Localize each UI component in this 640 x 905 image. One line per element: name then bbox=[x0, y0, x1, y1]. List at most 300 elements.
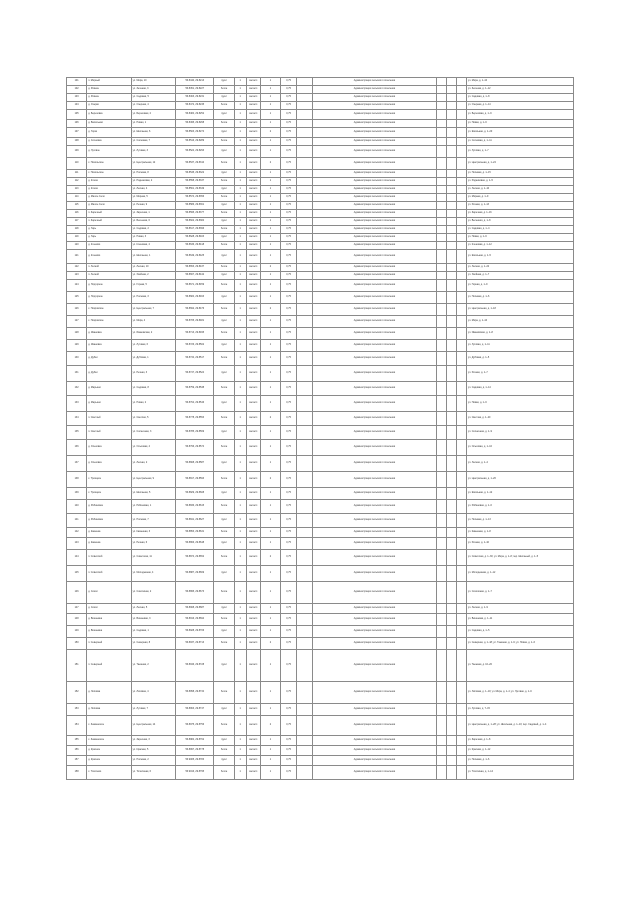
settlement: д. Рябиновка bbox=[87, 514, 131, 528]
blank-cell bbox=[436, 178, 446, 186]
surface-type: бетон bbox=[214, 412, 234, 426]
fence-material: металл bbox=[246, 366, 260, 382]
registration-number bbox=[446, 716, 456, 736]
site-owner: Администрация сельского поселения bbox=[313, 514, 436, 528]
blank-cell bbox=[456, 682, 466, 704]
coordinates: 56.8574, 29.8356 bbox=[176, 194, 214, 202]
blank-cell bbox=[436, 272, 446, 280]
registration-number bbox=[446, 514, 456, 528]
street-address: ул. Горная, 5 bbox=[131, 280, 175, 292]
street-address: ул. Садовая, 1 bbox=[131, 626, 175, 638]
container-volume: 0,75 bbox=[281, 280, 297, 292]
waste-sources: ул. Светлая, д. 1–20 bbox=[466, 412, 573, 426]
blank-cell bbox=[436, 614, 446, 626]
fence-material: металл bbox=[246, 304, 260, 316]
surface-type: грунт bbox=[214, 704, 234, 716]
container-count: 1 bbox=[260, 396, 280, 412]
settlement: д. Дубки bbox=[87, 366, 131, 382]
blank-cell bbox=[297, 78, 313, 86]
surface-type: грунт bbox=[214, 456, 234, 472]
site-owner: Администрация сельского поселения bbox=[313, 138, 436, 146]
site-owner: Администрация сельского поселения bbox=[313, 566, 436, 582]
waste-sources: ул. Садовая, д. 1–5 bbox=[466, 626, 573, 638]
blank-cell bbox=[436, 340, 446, 352]
blank-cell bbox=[297, 340, 313, 352]
waste-sources: ул. Полевая, д. 1–6 bbox=[466, 756, 573, 766]
site-owner: Администрация сельского поселения bbox=[313, 538, 436, 550]
row-number: 124 bbox=[67, 280, 87, 292]
container-count: 1 bbox=[260, 538, 280, 550]
blank-cell bbox=[297, 328, 313, 340]
registration-number bbox=[446, 340, 456, 352]
settlement: д. Вишневка bbox=[87, 626, 131, 638]
table-row bbox=[67, 272, 574, 280]
container-count: 1 bbox=[260, 102, 280, 110]
fence-material: металл bbox=[246, 538, 260, 550]
blank-cell bbox=[436, 366, 446, 382]
waste-sources: ул. Лесная, д. 1–10 bbox=[466, 186, 573, 194]
street-address: ул. Красная, 5 bbox=[131, 746, 175, 756]
coordinates: 56.8726, 29.8502 bbox=[176, 340, 214, 352]
table-row bbox=[67, 500, 574, 514]
row-number: 152 bbox=[67, 682, 87, 704]
blank-cell bbox=[456, 158, 466, 170]
blank-cell bbox=[436, 234, 446, 242]
container-count: 1 bbox=[260, 242, 280, 250]
site-owner: Администрация сельского поселения bbox=[313, 396, 436, 412]
fence-material: металл bbox=[246, 456, 260, 472]
site-area: 1 bbox=[234, 120, 246, 128]
registration-number bbox=[446, 178, 456, 186]
table-row bbox=[67, 514, 574, 528]
blank-cell bbox=[436, 328, 446, 340]
blank-cell bbox=[297, 86, 313, 94]
container-volume: 0,75 bbox=[281, 716, 297, 736]
site-area: 1 bbox=[234, 582, 246, 604]
street-address: ул. Садовая, 5 bbox=[131, 94, 175, 102]
container-volume: 0,75 bbox=[281, 340, 297, 352]
row-number: 103 bbox=[67, 94, 87, 102]
container-volume: 0,75 bbox=[281, 316, 297, 328]
container-volume: 0,75 bbox=[281, 78, 297, 86]
registration-number bbox=[446, 272, 456, 280]
surface-type: грунт bbox=[214, 202, 234, 210]
coordinates: 56.8958, 29.8734 bbox=[176, 682, 214, 704]
waste-sources: ул. Лесная, д. 1–4 bbox=[466, 456, 573, 472]
registration-number bbox=[446, 440, 456, 456]
blank-cell bbox=[456, 250, 466, 264]
site-area: 1 bbox=[234, 226, 246, 234]
waste-sources: ул. Полевая, д. 1–15 bbox=[466, 170, 573, 178]
surface-type: бетон bbox=[214, 682, 234, 704]
surface-type: грунт bbox=[214, 170, 234, 178]
row-number: 111 bbox=[67, 170, 87, 178]
row-number: 101 bbox=[67, 78, 87, 86]
table-row bbox=[67, 178, 574, 186]
row-number: 123 bbox=[67, 272, 87, 280]
fence-material: металл bbox=[246, 170, 260, 178]
site-owner: Администрация сельского поселения bbox=[313, 488, 436, 500]
settlement: п. Советский bbox=[87, 550, 131, 566]
row-number: 104 bbox=[67, 102, 87, 110]
site-area: 1 bbox=[234, 234, 246, 242]
fence-material: металл bbox=[246, 128, 260, 138]
coordinates: 56.8808, 29.8587 bbox=[176, 456, 214, 472]
registration-number bbox=[446, 604, 456, 614]
surface-type: грунт bbox=[214, 94, 234, 102]
coordinates: 56.8451, 29.8227 bbox=[176, 86, 214, 94]
site-owner: Администрация сельского поселения bbox=[313, 756, 436, 766]
settlement: д. Ольховка bbox=[87, 440, 131, 456]
blank-cell bbox=[297, 170, 313, 178]
blank-cell bbox=[297, 736, 313, 746]
container-count: 1 bbox=[260, 756, 280, 766]
container-volume: 0,75 bbox=[281, 202, 297, 210]
settlement: с. Троицкое bbox=[87, 472, 131, 488]
container-count: 1 bbox=[260, 138, 280, 146]
settlement: п. Северный bbox=[87, 650, 131, 682]
table-row bbox=[67, 704, 574, 716]
site-owner: Администрация сельского поселения bbox=[313, 250, 436, 264]
coordinates: 56.8829, 29.8608 bbox=[176, 488, 214, 500]
container-volume: 0,75 bbox=[281, 242, 297, 250]
waste-sources: ул. Зеленая, д. 1–12 bbox=[466, 86, 573, 94]
street-address: ул. Новая, 2 bbox=[131, 396, 175, 412]
settlement: с. Никольское bbox=[87, 170, 131, 178]
waste-sources: ул. Дубовая, д. 1–5 bbox=[466, 352, 573, 366]
blank-cell bbox=[456, 210, 466, 218]
site-owner: Администрация сельского поселения bbox=[313, 194, 436, 202]
registration-number bbox=[446, 210, 456, 218]
blank-cell bbox=[436, 456, 446, 472]
blank-cell bbox=[297, 146, 313, 158]
waste-sources: ул. Тополиная, д. 1–14 bbox=[466, 766, 573, 780]
blank-cell bbox=[456, 138, 466, 146]
blank-cell bbox=[456, 650, 466, 682]
blank-cell bbox=[436, 170, 446, 178]
fence-material: металл bbox=[246, 328, 260, 340]
waste-sources: ул. Садовая, д. 1–14 bbox=[466, 382, 573, 396]
site-owner: Администрация сельского поселения bbox=[313, 472, 436, 488]
site-owner: Администрация сельского поселения bbox=[313, 218, 436, 226]
street-address: ул. Молодежная, 4 bbox=[131, 566, 175, 582]
row-number: 145 bbox=[67, 566, 87, 582]
site-area: 1 bbox=[234, 316, 246, 328]
waste-sources: ул. Березовая, д. 1–9 bbox=[466, 110, 573, 120]
registration-number bbox=[446, 566, 456, 582]
registration-number bbox=[446, 202, 456, 210]
waste-sources: ул. Сосновая, д. 1–11 bbox=[466, 138, 573, 146]
coordinates: 56.8937, 29.8713 bbox=[176, 638, 214, 650]
blank-cell bbox=[456, 500, 466, 514]
row-number: 109 bbox=[67, 146, 87, 158]
registration-number bbox=[446, 250, 456, 264]
street-address: ул. Полевая, 7 bbox=[131, 514, 175, 528]
street-address: ул. Озерная, 4 bbox=[131, 102, 175, 110]
surface-type: грунт bbox=[214, 366, 234, 382]
row-number: 157 bbox=[67, 756, 87, 766]
waste-sources: ул. Каменная, д. 1–8 bbox=[466, 528, 573, 538]
coordinates: 56.8495, 29.8268 bbox=[176, 120, 214, 128]
surface-type: грунт bbox=[214, 514, 234, 528]
blank-cell bbox=[456, 382, 466, 396]
blank-cell bbox=[456, 456, 466, 472]
street-address: ул. Луговая, 6 bbox=[131, 340, 175, 352]
site-area: 1 bbox=[234, 366, 246, 382]
settlement: д. Малое Село bbox=[87, 202, 131, 210]
site-owner: Администрация сельского поселения bbox=[313, 550, 436, 566]
site-owner: Администрация сельского поселения bbox=[313, 202, 436, 210]
registration-number bbox=[446, 102, 456, 110]
site-area: 1 bbox=[234, 604, 246, 614]
site-owner: Администрация сельского поселения bbox=[313, 604, 436, 614]
row-number: 155 bbox=[67, 736, 87, 746]
blank-cell bbox=[456, 328, 466, 340]
fence-material: металл bbox=[246, 514, 260, 528]
table-row bbox=[67, 120, 574, 128]
settlement: д. Липовка bbox=[87, 682, 131, 704]
container-volume: 0,75 bbox=[281, 120, 297, 128]
coordinates: 56.8796, 29.8574 bbox=[176, 440, 214, 456]
site-owner: Администрация сельского поселения bbox=[313, 128, 436, 138]
coordinates: 56.8595, 29.8377 bbox=[176, 210, 214, 218]
blank-cell bbox=[456, 120, 466, 128]
site-owner: Администрация сельского поселения bbox=[313, 412, 436, 426]
container-volume: 0,75 bbox=[281, 128, 297, 138]
site-owner: Администрация сельского поселения bbox=[313, 292, 436, 304]
table-row bbox=[67, 194, 574, 202]
settlement: п. Лесной bbox=[87, 264, 131, 272]
container-volume: 0,75 bbox=[281, 264, 297, 272]
table-row bbox=[67, 736, 574, 746]
fence-material: металл bbox=[246, 472, 260, 488]
site-area: 1 bbox=[234, 202, 246, 210]
registration-number bbox=[446, 146, 456, 158]
surface-type: грунт bbox=[214, 626, 234, 638]
street-address: ул. Мира, 10 bbox=[131, 78, 175, 86]
fence-material: металл bbox=[246, 528, 260, 538]
container-count: 1 bbox=[260, 328, 280, 340]
container-count: 1 bbox=[260, 78, 280, 86]
table-row bbox=[67, 746, 574, 756]
row-number: 154 bbox=[67, 716, 87, 736]
container-count: 2 bbox=[260, 128, 280, 138]
street-address: ул. Полевая, 3 bbox=[131, 292, 175, 304]
blank-cell bbox=[456, 736, 466, 746]
fence-material: металл bbox=[246, 94, 260, 102]
container-count: 1 bbox=[260, 650, 280, 682]
site-owner: Администрация сельского поселения bbox=[313, 440, 436, 456]
registration-number bbox=[446, 158, 456, 170]
site-area: 1 bbox=[234, 264, 246, 272]
container-count: 2 bbox=[260, 158, 280, 170]
container-count: 1 bbox=[260, 202, 280, 210]
row-number: 112 bbox=[67, 178, 87, 186]
waste-sources: ул. Мирная, д. 1–9 bbox=[466, 194, 573, 202]
blank-cell bbox=[297, 110, 313, 120]
blank-cell bbox=[436, 528, 446, 538]
street-address: ул. Центральная, 14 bbox=[131, 716, 175, 736]
waste-sources: ул. Таежная, д. 10–20 bbox=[466, 650, 573, 682]
blank-cell bbox=[297, 488, 313, 500]
blank-cell bbox=[297, 102, 313, 110]
street-address: ул. Садовая, 8 bbox=[131, 382, 175, 396]
site-owner: Администрация сельского поселения bbox=[313, 242, 436, 250]
table-row bbox=[67, 352, 574, 366]
site-area: 1 bbox=[234, 186, 246, 194]
table-row bbox=[67, 426, 574, 440]
surface-type: грунт bbox=[214, 218, 234, 226]
blank-cell bbox=[436, 626, 446, 638]
site-area: 1 bbox=[234, 426, 246, 440]
table-row bbox=[67, 488, 574, 500]
settlement: с. Никольское bbox=[87, 158, 131, 170]
registration-number bbox=[446, 120, 456, 128]
row-number: 129 bbox=[67, 340, 87, 352]
street-address: ул. Хвойная, 2 bbox=[131, 272, 175, 280]
row-number: 102 bbox=[67, 86, 87, 94]
settlement: д. Липовка bbox=[87, 704, 131, 716]
row-number: 156 bbox=[67, 746, 87, 756]
settlement: п. Заречный bbox=[87, 218, 131, 226]
registration-number bbox=[446, 614, 456, 626]
settlement: д. Рябиновка bbox=[87, 500, 131, 514]
blank-cell bbox=[297, 202, 313, 210]
container-count: 2 bbox=[260, 472, 280, 488]
coordinates: 56.8440, 29.8213 bbox=[176, 78, 214, 86]
container-count: 1 bbox=[260, 170, 280, 178]
table-row bbox=[67, 218, 574, 226]
waste-sources: ул. Новая, д. 1–6 bbox=[466, 120, 573, 128]
blank-cell bbox=[456, 128, 466, 138]
registration-number bbox=[446, 528, 456, 538]
street-address: ул. Школьная, 6 bbox=[131, 128, 175, 138]
registration-number bbox=[446, 366, 456, 382]
street-address: ул. Садовая, 2 bbox=[131, 226, 175, 234]
table-row bbox=[67, 86, 574, 94]
blank-cell bbox=[456, 472, 466, 488]
table-row bbox=[67, 234, 574, 242]
registration-number bbox=[446, 264, 456, 272]
settlement: с. Покровское bbox=[87, 316, 131, 328]
site-owner: Администрация сельского поселения bbox=[313, 340, 436, 352]
settlement: д. Марьино bbox=[87, 382, 131, 396]
blank-cell bbox=[297, 638, 313, 650]
site-owner: Администрация сельского поселения bbox=[313, 120, 436, 128]
blank-cell bbox=[436, 94, 446, 102]
blank-cell bbox=[436, 550, 446, 566]
container-count: 1 bbox=[260, 272, 280, 280]
blank-cell bbox=[456, 78, 466, 86]
blank-cell bbox=[297, 138, 313, 146]
row-number: 149 bbox=[67, 626, 87, 638]
site-owner: Администрация сельского поселения bbox=[313, 210, 436, 218]
container-volume: 0,75 bbox=[281, 746, 297, 756]
blank-cell bbox=[456, 280, 466, 292]
street-address: ул. Заречная, 1 bbox=[131, 210, 175, 218]
street-address: ул. Полевая, 2 bbox=[131, 756, 175, 766]
registration-number bbox=[446, 382, 456, 396]
container-count: 1 bbox=[260, 292, 280, 304]
container-count: 2 bbox=[260, 638, 280, 650]
street-address: ул. Каменная, 3 bbox=[131, 528, 175, 538]
waste-sources: ул. Новая, д. 1–6 bbox=[466, 234, 573, 242]
waste-sources: ул. Заречная, д. 1–16 bbox=[466, 210, 573, 218]
coordinates: 56.8524, 29.8293 bbox=[176, 146, 214, 158]
blank-cell bbox=[456, 226, 466, 234]
settlement: д. Ключи bbox=[87, 186, 131, 194]
site-owner: Администрация сельского поселения bbox=[313, 426, 436, 440]
coordinates: 56.8984, 29.8762 bbox=[176, 736, 214, 746]
coordinates: 56.8887, 29.8669 bbox=[176, 566, 214, 582]
container-volume: 0,75 bbox=[281, 682, 297, 704]
blank-cell bbox=[297, 550, 313, 566]
blank-cell bbox=[436, 746, 446, 756]
site-area: 1 bbox=[234, 528, 246, 538]
row-number: 114 bbox=[67, 194, 87, 202]
coordinates: 56.8734, 29.8517 bbox=[176, 352, 214, 366]
row-number: 135 bbox=[67, 426, 87, 440]
waste-sources: ул. Речная, д. 1–7 bbox=[466, 366, 573, 382]
fence-material: металл bbox=[246, 582, 260, 604]
registration-number bbox=[446, 110, 456, 120]
blank-cell bbox=[436, 138, 446, 146]
blank-cell bbox=[297, 366, 313, 382]
coordinates: 56.8649, 29.8425 bbox=[176, 250, 214, 264]
row-number: 136 bbox=[67, 440, 87, 456]
surface-type: бетон bbox=[214, 86, 234, 94]
registration-number bbox=[446, 396, 456, 412]
coordinates: 56.8516, 29.8289 bbox=[176, 138, 214, 146]
row-number: 128 bbox=[67, 328, 87, 340]
blank-cell bbox=[456, 94, 466, 102]
container-count: 1 bbox=[260, 488, 280, 500]
settlement: д. Березовка bbox=[87, 110, 131, 120]
coordinates: 56.8602, 29.8384 bbox=[176, 218, 214, 226]
row-number: 126 bbox=[67, 304, 87, 316]
blank-cell bbox=[436, 604, 446, 614]
coordinates: 56.8586, 29.8361 bbox=[176, 202, 214, 210]
settlement: д. Озерки bbox=[87, 102, 131, 110]
surface-type: грунт bbox=[214, 488, 234, 500]
container-volume: 0,75 bbox=[281, 488, 297, 500]
waste-sources: ул. Луговая, д. 7–15 bbox=[466, 704, 573, 716]
blank-cell bbox=[297, 218, 313, 226]
waste-sources: ул. Озерная, д. 1–14 bbox=[466, 102, 573, 110]
coordinates: 56.8705, 29.8481 bbox=[176, 316, 214, 328]
site-area: 1 bbox=[234, 650, 246, 682]
fence-material: металл bbox=[246, 210, 260, 218]
container-volume: 0,75 bbox=[281, 382, 297, 396]
blank-cell bbox=[456, 604, 466, 614]
container-count: 1 bbox=[260, 316, 280, 328]
container-count: 1 bbox=[260, 566, 280, 582]
fence-material: металл bbox=[246, 682, 260, 704]
blank-cell bbox=[456, 304, 466, 316]
surface-type: грунт bbox=[214, 756, 234, 766]
coordinates: 56.8895, 29.8673 bbox=[176, 582, 214, 604]
table-row bbox=[67, 128, 574, 138]
site-area: 1 bbox=[234, 78, 246, 86]
waste-sources: ул. Мира, д. 1–10 bbox=[466, 78, 573, 86]
street-address: ул. Кленовая, 4 bbox=[131, 242, 175, 250]
fence-material: металл bbox=[246, 746, 260, 756]
blank-cell bbox=[297, 194, 313, 202]
surface-type: бетон bbox=[214, 614, 234, 626]
waste-sources: ул. Горная, д. 1–9 bbox=[466, 280, 573, 292]
waste-sources: ул. Рябиновая, д. 1–6 bbox=[466, 500, 573, 514]
fence-material: металл bbox=[246, 158, 260, 170]
